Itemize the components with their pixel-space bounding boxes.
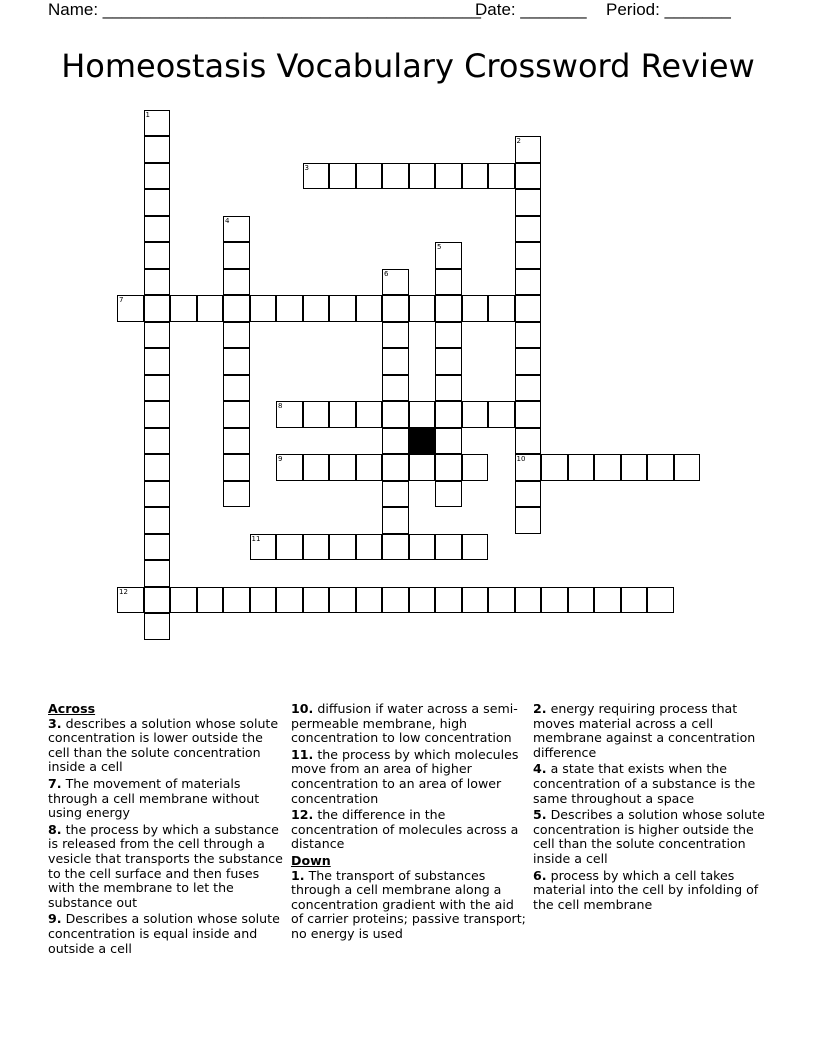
crossword-cell[interactable]	[144, 587, 171, 614]
crossword-cell[interactable]	[435, 534, 462, 561]
crossword-cell[interactable]	[515, 428, 542, 455]
clue-number: 11.	[291, 746, 314, 762]
clue-text: Describes a solution whose solute concentration is higher outside the cell than the solute concentration inside a cell	[533, 807, 765, 866]
crossword-cell[interactable]	[382, 401, 409, 428]
crossword-cell[interactable]	[223, 428, 250, 455]
crossword-cell[interactable]	[435, 295, 462, 322]
crossword-cell[interactable]	[462, 534, 489, 561]
crossword-cell[interactable]	[223, 269, 250, 296]
crossword-cell[interactable]	[435, 401, 462, 428]
crossword-cell[interactable]	[435, 348, 462, 375]
crossword-cell[interactable]	[144, 163, 171, 190]
crossword-cell[interactable]	[144, 242, 171, 269]
crossword-cell[interactable]	[144, 322, 171, 349]
crossword-cell[interactable]	[303, 587, 330, 614]
crossword-cell[interactable]	[303, 295, 330, 322]
crossword-cell[interactable]	[409, 295, 436, 322]
crossword-cell[interactable]	[303, 534, 330, 561]
crossword-cell[interactable]	[144, 507, 171, 534]
clue-number: 4.	[533, 761, 547, 777]
clue-text: process by which a cell takes material into the cell by infolding of the cell membrane	[533, 867, 759, 912]
crossword-cell[interactable]	[329, 534, 356, 561]
crossword-cell[interactable]	[144, 375, 171, 402]
clue-down-6	[533, 869, 771, 913]
clue-number: 6.	[533, 867, 547, 883]
crossword-cell[interactable]	[488, 401, 515, 428]
crossword-cell[interactable]	[515, 507, 542, 534]
crossword-cell[interactable]	[144, 534, 171, 561]
crossword-cell[interactable]	[117, 295, 144, 322]
clue-text: diffusion if water across a semi-permeable membrane, high concentration to low concentration	[291, 701, 518, 746]
crossword-cell[interactable]	[409, 587, 436, 614]
crossword-cell[interactable]	[435, 587, 462, 614]
clue-across-7	[48, 777, 284, 821]
crossword-cell[interactable]	[515, 189, 542, 216]
crossword-cell[interactable]	[462, 163, 489, 190]
crossword-cell[interactable]	[515, 295, 542, 322]
crossword-cell[interactable]	[329, 163, 356, 190]
crossword-cell[interactable]	[144, 216, 171, 243]
crossword-cell[interactable]	[276, 295, 303, 322]
crossword-cell[interactable]	[435, 322, 462, 349]
crossword-cell[interactable]	[223, 454, 250, 481]
crossword-cell[interactable]	[329, 401, 356, 428]
crossword-cell[interactable]	[435, 269, 462, 296]
cell-number: 5	[437, 243, 442, 251]
crossword-cell[interactable]	[356, 163, 383, 190]
crossword-cell[interactable]	[303, 401, 330, 428]
crossword-cell[interactable]	[594, 587, 621, 614]
clues-column-1	[48, 702, 284, 958]
crossword-cell[interactable]	[515, 136, 542, 163]
clue-text: The movement of materials through a cell membrane without using energy	[48, 775, 260, 821]
crossword-cell[interactable]	[382, 163, 409, 190]
crossword-cell[interactable]	[144, 136, 171, 163]
crossword-cell[interactable]	[382, 454, 409, 481]
crossword-cell[interactable]	[594, 454, 621, 481]
crossword-cell[interactable]	[409, 454, 436, 481]
page-title: Homeostasis Vocabulary Crossword Review	[61, 47, 755, 85]
clue-number: 5.	[533, 807, 547, 823]
crossword-cell[interactable]	[462, 587, 489, 614]
clues-column-3	[533, 702, 771, 914]
crossword-cell[interactable]	[382, 269, 409, 296]
crossword-cell[interactable]	[382, 507, 409, 534]
crossword-cell[interactable]	[382, 534, 409, 561]
cell-number: 2	[516, 137, 521, 145]
crossword-cell[interactable]	[170, 587, 197, 614]
crossword-cell[interactable]	[409, 401, 436, 428]
clue-text: the process by which molecules move from an area of higher concentration to an area of lower concentration	[291, 746, 519, 806]
crossword-cell[interactable]	[276, 534, 303, 561]
crossword-cell[interactable]	[568, 587, 595, 614]
crossword-cell[interactable]	[250, 534, 277, 561]
clue-number: 3.	[48, 715, 62, 731]
crossword-cell[interactable]	[382, 587, 409, 614]
crossword-cell[interactable]	[117, 587, 144, 614]
crossword-cell[interactable]	[303, 163, 330, 190]
clue-number: 8.	[48, 821, 62, 837]
crossword-cell[interactable]	[515, 587, 542, 614]
clue-across-8	[48, 823, 284, 911]
crossword-cell[interactable]	[144, 348, 171, 375]
crossword-cell[interactable]	[515, 348, 542, 375]
crossword-cell[interactable]	[435, 242, 462, 269]
crossword-cell[interactable]	[144, 481, 171, 508]
period-field-label: Period: _______	[606, 0, 731, 19]
crossword-cell[interactable]	[223, 348, 250, 375]
crossword-cell[interactable]	[144, 401, 171, 428]
crossword-cell[interactable]	[223, 242, 250, 269]
cell-number: 1	[145, 110, 150, 119]
crossword-cell[interactable]	[515, 242, 542, 269]
crossword-cell[interactable]	[303, 454, 330, 481]
crossword-cell[interactable]	[382, 375, 409, 402]
crossword-cell[interactable]	[647, 587, 674, 614]
crossword-cell[interactable]	[647, 454, 674, 481]
crossword-cell[interactable]	[329, 295, 356, 322]
crossword-cell[interactable]	[356, 587, 383, 614]
crossword-cell[interactable]	[144, 560, 171, 587]
crossword-cell[interactable]	[144, 454, 171, 481]
clue-text: a state that exists when the concentration of a substance is the same throughout a space	[533, 761, 756, 806]
clue-text: the process by which a substance is released from the cell through a vesicle that transports the substance to the cell surface and then fuses with the membrane to let the substance out	[48, 821, 283, 910]
crossword-cell[interactable]	[144, 295, 171, 322]
clue-number: 2.	[533, 701, 547, 716]
crossword-cell[interactable]	[170, 295, 197, 322]
clue-text: describes a solution whose solute concentration is lower outside the cell than the solute concentration inside a cell	[48, 715, 279, 775]
clue-number: 7.	[48, 775, 62, 791]
crossword-cell[interactable]	[382, 428, 409, 455]
crossword-cell[interactable]	[462, 454, 489, 481]
crossword-cell[interactable]	[356, 401, 383, 428]
crossword-cell[interactable]	[144, 110, 171, 137]
crossword-cell[interactable]	[515, 481, 542, 508]
clue-number: 9.	[48, 911, 62, 927]
clue-across-3	[48, 717, 284, 775]
crossword-cell[interactable]	[435, 375, 462, 402]
down-heading: Down	[291, 852, 331, 868]
cell-number: 11	[251, 534, 261, 543]
cell-number: 9	[278, 455, 283, 463]
crossword-cell[interactable]	[488, 163, 515, 190]
crossword-cell[interactable]	[435, 454, 462, 481]
crossword-cell[interactable]	[144, 269, 171, 296]
clue-across-9	[48, 912, 284, 956]
crossword-cell[interactable]	[515, 454, 542, 481]
crossword-cell[interactable]	[223, 481, 250, 508]
crossword-cell[interactable]	[621, 587, 648, 614]
clue-text: The transport of substances through a cell membrane along a concentration gradient with the aid of carrier proteins; passive transport; no energy is used	[291, 867, 526, 941]
crossword-cell[interactable]	[382, 348, 409, 375]
crossword-cell[interactable]	[144, 189, 171, 216]
cell-number: 4	[225, 216, 230, 225]
crossword-cell[interactable]	[674, 454, 701, 481]
cell-number: 7	[119, 296, 124, 304]
crossword-cell[interactable]	[197, 295, 224, 322]
crossword-cell[interactable]	[250, 587, 277, 614]
clues-column-2	[291, 702, 529, 944]
cell-number: 10	[516, 455, 526, 463]
clue-down-4	[533, 762, 771, 806]
crossword-cell[interactable]	[515, 401, 542, 428]
crossword-cell[interactable]	[515, 269, 542, 296]
crossword-cell[interactable]	[435, 163, 462, 190]
crossword-cell[interactable]	[541, 454, 568, 481]
clue-number: 12.	[291, 807, 314, 823]
crossword-cell[interactable]	[488, 295, 515, 322]
crossword-cell[interactable]	[356, 534, 383, 561]
crossword-cell[interactable]	[382, 295, 409, 322]
clue-text: energy requiring process that moves material across a cell membrane against a concentration difference	[533, 701, 756, 760]
crossword-cell[interactable]	[144, 613, 171, 640]
crossword-cell[interactable]	[329, 454, 356, 481]
crossword-cell[interactable]	[276, 587, 303, 614]
clue-down-2	[533, 702, 771, 760]
cell-number: 8	[278, 402, 283, 410]
crossword-cell[interactable]	[515, 375, 542, 402]
clue-across-12	[291, 808, 529, 852]
crossword-cell[interactable]	[462, 401, 489, 428]
crossword-cell[interactable]	[409, 534, 436, 561]
crossword-cell[interactable]	[382, 322, 409, 349]
black-cell	[409, 428, 436, 455]
clue-down-5	[533, 808, 771, 866]
cell-number: 3	[304, 163, 309, 172]
crossword-cell[interactable]	[435, 428, 462, 455]
crossword-cell[interactable]	[144, 428, 171, 455]
crossword-cell[interactable]	[515, 163, 542, 190]
clue-down-1	[291, 869, 529, 942]
name-field-label: Name: ________________________________________	[48, 0, 481, 19]
crossword-cell[interactable]	[409, 163, 436, 190]
crossword-cell[interactable]	[382, 481, 409, 508]
crossword-cell[interactable]	[197, 587, 224, 614]
crossword-cell[interactable]	[223, 375, 250, 402]
crossword-cell[interactable]	[515, 216, 542, 243]
clue-number: 10.	[291, 701, 314, 716]
crossword-cell[interactable]	[329, 587, 356, 614]
crossword-cell[interactable]	[568, 454, 595, 481]
date-field-label: Date: _______	[475, 0, 587, 19]
clue-across-11	[291, 748, 529, 806]
across-heading: Across	[48, 701, 96, 716]
clue-text: the difference in the concentration of molecules across a distance	[291, 807, 519, 852]
crossword-cell[interactable]	[223, 295, 250, 322]
crossword-cell[interactable]	[515, 322, 542, 349]
clue-number: 1.	[291, 867, 305, 883]
crossword-cell[interactable]	[223, 216, 250, 243]
crossword-cell[interactable]	[541, 587, 568, 614]
crossword-cell[interactable]	[276, 454, 303, 481]
crossword-cell[interactable]	[356, 454, 383, 481]
crossword-cell[interactable]	[276, 401, 303, 428]
crossword-cell[interactable]	[250, 295, 277, 322]
cell-number: 6	[384, 269, 389, 278]
crossword-cell[interactable]	[223, 401, 250, 428]
cell-number: 12	[119, 587, 128, 596]
crossword-cell[interactable]	[356, 295, 383, 322]
clue-across-10	[291, 702, 529, 746]
crossword-cell[interactable]	[488, 587, 515, 614]
crossword-cell[interactable]	[223, 587, 250, 614]
crossword-cell[interactable]	[223, 322, 250, 349]
crossword-cell[interactable]	[435, 481, 462, 508]
clue-text: Describes a solution whose solute concentration is equal inside and outside a cell	[48, 911, 280, 956]
crossword-cell[interactable]	[462, 295, 489, 322]
crossword-cell[interactable]	[621, 454, 648, 481]
